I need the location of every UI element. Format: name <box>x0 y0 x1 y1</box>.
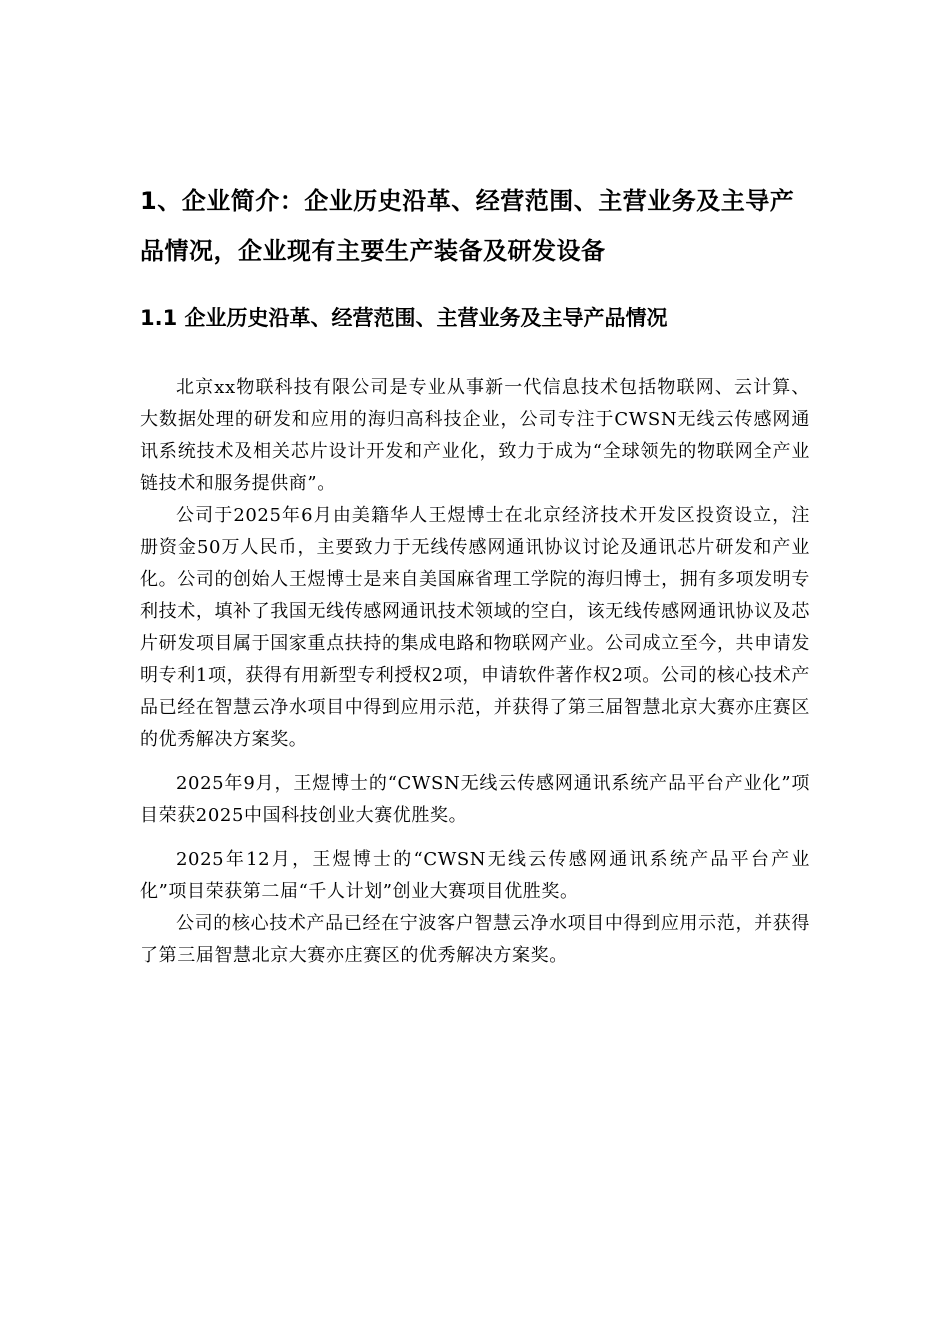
document-body <box>140 176 810 972</box>
subsection-heading: 1.1 企业历史沿革、经营范围、主营业务及主导产品情况 <box>140 306 668 330</box>
paragraph-application-demo: 公司的核心技术产品已经在宁波客户智慧云净水项目中得到应用示范，并获得了第三届智慧北京大赛亦庄赛区的优秀解决方案奖。 <box>140 913 810 966</box>
paragraph-award-2025-dec: 2025年12月，王煜博士的“CWSN无线云传感网通讯系统产品平台产业化”项目荣获第二届“千人计划”创业大赛项目优胜奖。 <box>140 849 810 902</box>
section-heading: 1、企业简介：企业历史沿革、经营范围、主营业务及主导产品情况，企业现有主要生产装备及研发设备 <box>140 187 795 265</box>
paragraph-award-2025-sep: 2025年9月，王煜博士的“CWSN无线云传感网通讯系统产品平台产业化”项目荣获2025中国科技创业大赛优胜奖。 <box>140 773 810 826</box>
paragraph-company-intro: 北京xx物联科技有限公司是专业从事新一代信息技术包括物联网、云计算、大数据处理的研发和应用的海归高科技企业，公司专注于CWSN无线云传感网通讯系统技术及相关芯片设计开发和产业化，致力于成为“全球领先的物联网全产业链技术和服务提供商”。 <box>140 377 810 494</box>
paragraph-company-history: 公司于2025年6月由美籍华人王煜博士在北京经济技术开发区投资设立，注册资金50万人民币，主要致力于无线传感网通讯协议讨论及通讯芯片研发和产业化。公司的创始人王煜博士是来自美国麻省理工学院的海归博士，拥有多项发明专利技术，填补了我国无线传感网通讯技术领域的空白，该无线传感网通讯协议及芯片研发项目属于国家重点扶持的集成电路和物联网产业。公司成立至今，共申请发明专利1项，获得有用新型专利授权2项，申请软件著作权2项。公司的核心技术产品已经在智慧云净水项目中得到应用示范，并获得了第三届智慧北京大赛亦庄赛区的优秀解决方案奖。 <box>140 505 810 750</box>
